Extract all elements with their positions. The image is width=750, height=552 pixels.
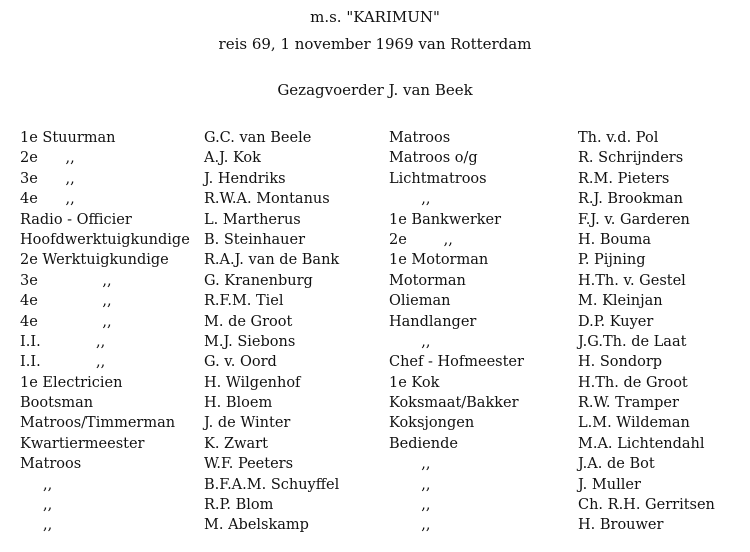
crew-name: R.P. Blom: [204, 497, 274, 514]
rank-entry: ,,: [389, 191, 431, 208]
rank-entry: 1e Electricien: [20, 374, 123, 391]
crew-name: L. Martherus: [204, 211, 301, 228]
rank-entry: Matroos: [389, 130, 451, 146]
crew-name: Th. v.d. Pol: [578, 130, 659, 146]
crew-name: H.Th. de Groot: [578, 374, 688, 391]
ship-title: m.s. "KARIMUN": [310, 8, 440, 26]
crew-name: M.A. Lichtendahl: [578, 435, 705, 452]
voyage-line: reis 69, 1 november 1969 van Rotterdam: [218, 35, 532, 53]
rank-entry: 3e ,,: [20, 272, 112, 289]
crew-name: M. Kleinjan: [578, 293, 663, 310]
crew-name: F.J. v. Garderen: [578, 211, 690, 228]
rank-entry: 2e ,,: [389, 231, 453, 248]
rank-entry: Koksmaat/Bakker: [389, 395, 519, 412]
rank-entry: 4e ,,: [20, 293, 112, 310]
crew-name: H. Wilgenhof: [204, 374, 301, 391]
rank-entry: ,,: [20, 517, 53, 534]
rank-entry: Bootsman: [20, 395, 94, 412]
rank-entry: Hoofdwerktuigkundige: [20, 231, 190, 248]
crew-name: M.J. Siebons: [204, 333, 296, 350]
crew-name: H.Th. v. Gestel: [578, 272, 686, 289]
rank-entry: Matroos o/g: [389, 150, 478, 167]
crew-name: Ch. R.H. Gerritsen: [578, 497, 715, 514]
rank-entry: Chef - Hofmeester: [389, 354, 524, 371]
crew-name: R.A.J. van de Bank: [204, 252, 340, 269]
crew-name: G. Kranenburg: [204, 272, 313, 289]
rank-entry: Koksjongen: [389, 415, 475, 432]
crew-name: R. Schrijnders: [578, 150, 684, 167]
rank-entry: Matroos: [20, 456, 82, 473]
rank-entry: 2e Werktuigkundige: [20, 252, 169, 269]
rank-entry: I.I. ,,: [20, 354, 106, 371]
rank-entry: Radio - Officier: [20, 211, 132, 228]
right-name-column: [578, 128, 715, 536]
crew-name: B.F.A.M. Schuyffel: [204, 476, 340, 493]
rank-entry: ,,: [389, 476, 431, 493]
rank-entry: 1e Bankwerker: [389, 211, 502, 228]
crew-name: B. Steinhauer: [204, 231, 306, 248]
rank-entry: Handlanger: [389, 313, 477, 330]
rank-entry: 3e ,,: [20, 170, 75, 187]
crew-name: J.G.Th. de Laat: [578, 333, 687, 350]
crew-name: A.J. Kok: [204, 150, 261, 167]
rank-entry: 4e ,,: [20, 313, 112, 330]
crew-name: K. Zwart: [204, 435, 268, 452]
rank-entry: Bediende: [389, 435, 458, 452]
crew-name: L.M. Wildeman: [578, 415, 690, 432]
rank-entry: 4e ,,: [20, 191, 75, 208]
rank-entry: ,,: [389, 333, 431, 350]
rank-entry: ,,: [389, 517, 431, 534]
rank-entry: 1e Stuurman: [20, 130, 116, 146]
rank-entry: Matroos/Timmerman: [20, 415, 176, 432]
crew-name: R.F.M. Tiel: [204, 293, 284, 310]
rank-entry: ,,: [20, 497, 53, 514]
rank-entry: Kwartiermeester: [20, 435, 145, 452]
rank-entry: Lichtmatroos: [389, 170, 487, 187]
left-rank-column: [20, 128, 190, 536]
crew-name: R.W.A. Montanus: [204, 191, 330, 208]
rank-entry: 2e ,,: [20, 150, 75, 167]
rank-entry: ,,: [20, 476, 53, 493]
rank-entry: 1e Motorman: [389, 252, 489, 269]
rank-entry: I.I. ,,: [20, 333, 106, 350]
right-rank-column: [389, 128, 524, 536]
rank-entry: Olieman: [389, 293, 451, 310]
crew-name: G. v. Oord: [204, 354, 277, 371]
rank-entry: ,,: [389, 497, 431, 514]
crew-name: J. Hendriks: [204, 170, 286, 187]
crew-name: H. Brouwer: [578, 517, 664, 534]
crew-name: P. Pijning: [578, 252, 646, 269]
crew-name: H. Bouma: [578, 231, 651, 248]
rank-entry: ,,: [389, 456, 431, 473]
rank-entry: Motorman: [389, 272, 466, 289]
crew-name: W.F. Peeters: [204, 456, 294, 473]
crew-name: M. Abelskamp: [204, 517, 309, 534]
crew-name: H. Sondorp: [578, 354, 663, 371]
crew-name: G.C. van Beele: [204, 130, 312, 146]
crew-name: J. Muller: [578, 476, 641, 493]
crew-name: J.A. de Bot: [578, 456, 655, 473]
crew-name: R.M. Pieters: [578, 170, 670, 187]
rank-entry: 1e Kok: [389, 374, 440, 391]
crew-name: J. de Winter: [204, 415, 291, 432]
crew-name: D.P. Kuyer: [578, 313, 654, 330]
crew-name: M. de Groot: [204, 313, 293, 330]
crew-name: R.J. Brookman: [578, 191, 683, 208]
left-name-column: [204, 128, 339, 536]
crew-name: R.W. Tramper: [578, 395, 679, 412]
crew-name: H. Bloem: [204, 395, 273, 412]
captain-line: Gezagvoerder J. van Beek: [277, 81, 473, 99]
